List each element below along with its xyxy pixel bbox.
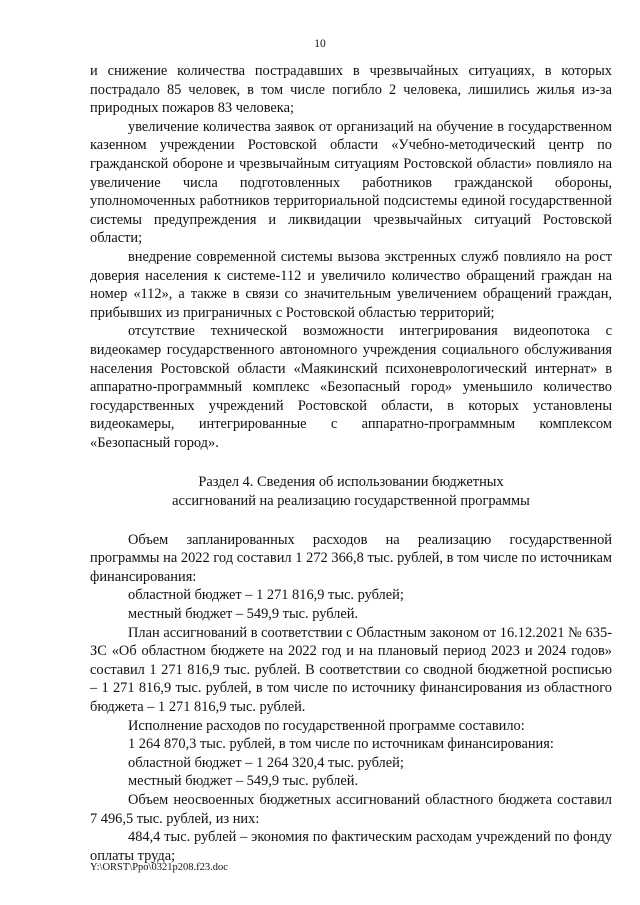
paragraph: Объем неосвоенных бюджетных ассигнований областного бюджета составил 7 496,5 тыс. рублей, из них: [90, 791, 612, 827]
paragraph: отсутствие технической возможности интегрирования видеопотока с видеокамер государственного автономного учреждения социального обслуживания населения Ростовской области «Маякинский психоневрологический интернат» в аппаратно-программный комплекс «Безопасный город» уменьшило количество государственных учреждений Ростовской области, в которых установлены видеокамеры, интегрированные с аппаратно-программным комплексом «Безопасный город». [90, 323, 612, 451]
paragraph: и снижение количества пострадавших в чрезвычайных ситуациях, в которых пострадало 85 человек, в том числе погибло 2 человека, лишились жилья из-за природных пожаров 83 человека; [90, 63, 612, 117]
document-body [90, 62, 612, 865]
paragraph: 484,4 тыс. рублей – экономия по фактическим расходам учреждений по фонду оплаты труда; [90, 829, 612, 864]
paragraph: местный бюджет – 549,9 тыс. рублей. [128, 773, 359, 790]
paragraph: Объем запланированных расходов на реализацию государственной программы на 2022 год составил 1 272 366,8 тыс. рублей, в том числе по источникам финансирования: [90, 531, 612, 585]
section-heading-line: Раздел 4. Сведения об использовании бюджетных [198, 474, 504, 491]
paragraph: областной бюджет – 1 271 816,9 тыс. рублей; [128, 587, 404, 604]
paragraph: областной бюджет – 1 264 320,4 тыс. рублей; [128, 754, 404, 771]
section-heading [90, 473, 612, 510]
paragraph: увеличение количества заявок от организаций на обучение в государственном казенном учреждении Ростовской области «Учебно-методический центр по гражданской обороне и чрезвычайным ситуациям Ростовской области» повлияло на увеличение числа подготовленных работников гражданской обороны, уполномоченных работников территориальной подсистемы единой государственной системы предупреждения и ликвидации чрезвычайных ситуаций Ростовской области; [90, 118, 612, 247]
paragraph: местный бюджет – 549,9 тыс. рублей. [128, 606, 359, 623]
page-number: 10 [314, 38, 326, 50]
paragraph: 1 264 870,3 тыс. рублей, в том числе по источникам финансирования: [128, 736, 554, 753]
paragraph: внедрение современной системы вызова экстренных служб повлияло на рост доверия населения к системе-112 и увеличило количество обращений граждан на номер «112», а также в связи со значительным увеличением обращений граждан, прибывших из приграничных с Ростовской областью территорий; [90, 248, 612, 321]
paragraph: План ассигнований в соответствии с Областным законом от 16.12.2021 № 635-ЗС «Об областном бюджете на 2022 год и на плановый период 2023 и 2024 годов» составил 1 271 816,9 тыс. рублей. В соответствии со сводной бюджетной росписью – 1 271 816,9 тыс. рублей, в том числе по источнику финансирования из областного бюджета – 1 271 816,9 тыс. рублей. [90, 624, 612, 715]
section-heading-line: ассигнований на реализацию государственной программы [172, 493, 530, 510]
footer-file-path: Y:\ORST\Ppo\0321p208.f23.doc [90, 862, 228, 873]
paragraph: Исполнение расходов по государственной программе составило: [128, 717, 525, 734]
